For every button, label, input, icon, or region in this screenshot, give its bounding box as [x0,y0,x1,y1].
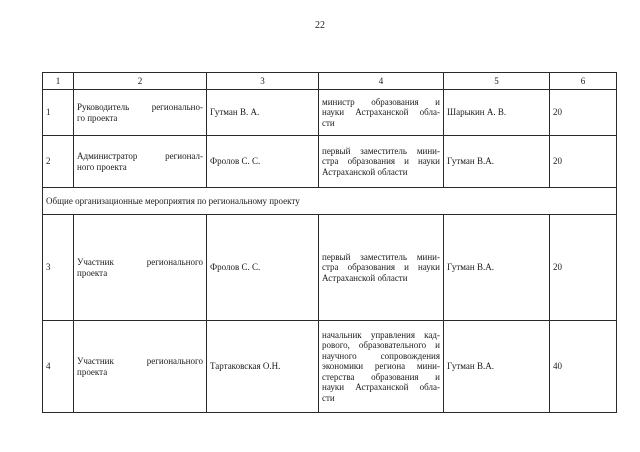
role-line: Участник регионального [77,356,203,366]
position-line: сти [322,392,335,403]
column-header: 6 [550,73,617,90]
column-header: 1 [43,73,74,90]
position-cell [319,90,444,136]
section-title: Общие организационные мероприятия по региональному проекту [43,188,617,215]
table-row [43,321,617,413]
position-line: первый заместитель мини- [322,145,440,156]
workload-cell: 20 [550,136,617,188]
workload-cell: 20 [550,215,617,321]
position-line: научного сопровождения [322,350,440,361]
person-cell: Фролов С. С. [207,215,319,321]
role-line: Участник регионального [77,257,203,267]
position-line: стра образования и науки [322,262,440,273]
table-row [43,215,617,321]
role-line: проекта [77,267,108,278]
role-line: Руководитель регионально- [77,102,203,112]
role-cell [74,321,207,413]
position-line: рового, образовательного и [322,340,440,351]
position-line: министр образования и [322,96,440,107]
role-cell [74,90,207,136]
supervisor-cell: Гутман В.А. [444,321,550,413]
position-line: науки Астраханской обла- [322,107,440,118]
position-cell [319,321,444,413]
position-line: науки Астраханской обла- [322,382,440,393]
row-number: 1 [43,90,74,136]
position-line: экономики региона мини- [322,361,440,372]
supervisor-cell: Шарыкин А. В. [444,90,550,136]
page-number: 22 [315,20,325,31]
role-line: Администратор регионал- [77,151,203,161]
row-number: 2 [43,136,74,188]
position-line: Астраханской области [322,166,408,177]
role-cell [74,215,207,321]
table-header-row [43,73,617,90]
position-cell [319,215,444,321]
position-cell [319,136,444,188]
row-number: 3 [43,215,74,321]
role-line: го проекта [77,112,118,123]
project-roles-table [42,72,617,413]
person-cell: Фролов С. С. [207,136,319,188]
row-number: 4 [43,321,74,413]
table-row [43,136,617,188]
workload-cell: 20 [550,90,617,136]
column-header: 5 [444,73,550,90]
role-cell [74,136,207,188]
person-cell: Тартаковская О.Н. [207,321,319,413]
section-header-row [43,188,617,215]
column-header: 2 [74,73,207,90]
table-row [43,90,617,136]
column-header: 4 [319,73,444,90]
column-header: 3 [207,73,319,90]
position-line: первый заместитель мини- [322,251,440,262]
position-line: начальник управления кад- [322,329,440,340]
supervisor-cell: Гутман В.А. [444,215,550,321]
person-cell: Гутман В. А. [207,90,319,136]
position-line: Астраханской области [322,272,408,283]
role-line: проекта [77,366,108,377]
position-line: стерства образования и [322,371,440,382]
supervisor-cell: Гутман В.А. [444,136,550,188]
position-line: стра образования и науки [322,156,440,167]
workload-cell: 40 [550,321,617,413]
position-line: сти [322,117,335,128]
role-line: ного проекта [77,161,127,172]
